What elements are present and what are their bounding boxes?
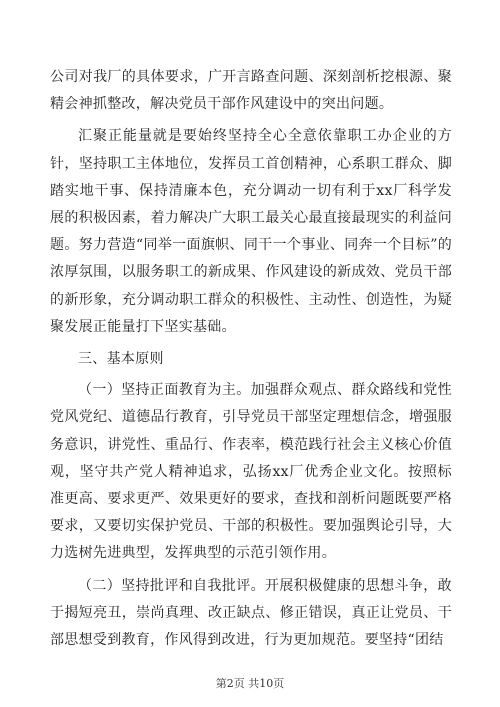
paragraph-principle-two: （二）坚持批评和自我批评。开展积极健康的思想斗争，敢于揭短亮丑，崇尚真理、改正缺点、修正错误，真正让党员、干部思想受到教育，作风得到改进，行为更加规范。要坚持“团结 <box>50 577 452 649</box>
section-heading-basic-principles: 三、基本原则 <box>78 351 164 368</box>
document-body <box>50 64 452 659</box>
page-number-footer: 第2页 共10页 <box>215 677 285 690</box>
paragraph-positive-energy: 汇聚正能量就是要始终坚持全心全意依靠职工办企业的方针，坚持职工主体地位，发挥员工首创精神，心系职工群众、脚踏实地干事、保持清廉本色，充分调动一切有利于xx厂科学发展的积极因素，着力解决广大职工最关心最直接最现实的利益问题。努力营造“同举一面旗帜、同干一个事业、同奔一个目标”的浓厚氛围，以服务职工的新成果、作风建设的新成效、党员干部的新形象，充分调动职工群众的积极性、主动性、创造性，为疑聚发展正能量打下坚实基础。 <box>50 128 452 335</box>
paragraph-principle-one: （一）坚持正面教育为主。加强群众观点、群众路线和党性党风党纪、道德品行教育，引导党员干部坚定理想信念，增强服务意识，讲党性、重品行、作表率，模范践行社会主义核心价值观，坚守共产党人精神追求，弘扬xx厂优秀企业文化。按照标准更高、要求更严、效果更好的要求，查找和剖析问题既要严格要求，又要切实保护党员、干部的积极性。要加强舆论引导，大力选树先进典型，发挥典型的示范引领作用。 <box>50 382 452 562</box>
paragraph-continuation: 公司对我厂的具体要求，广开言路查问题、深刻剖析挖根源、聚精会神抓整改，解决党员干部作风建设中的突出问题。 <box>50 69 452 113</box>
